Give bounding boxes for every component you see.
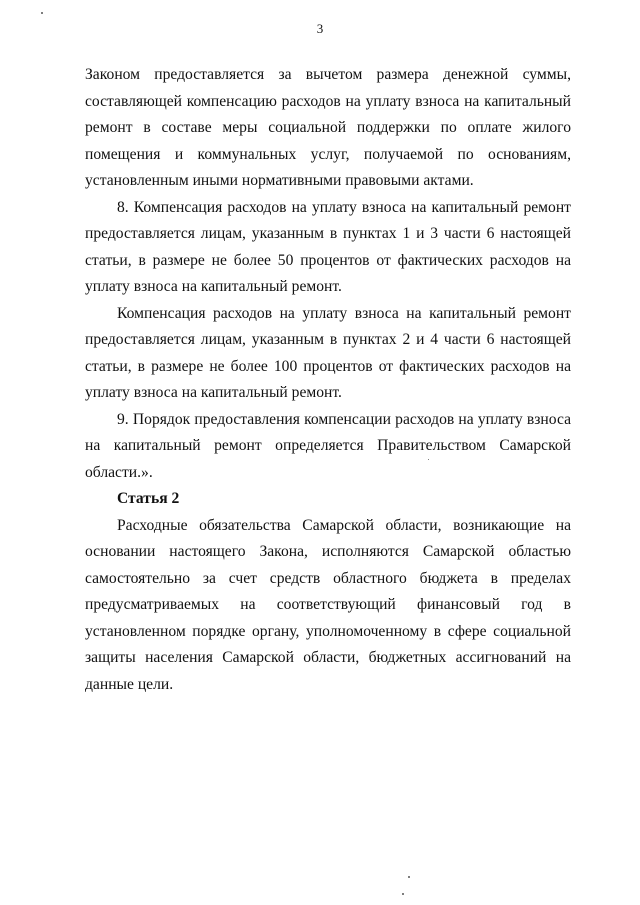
paragraph-item-8: 8. Компенсация расходов на уплату взноса на капитальный ремонт предоставляется лицам, указанным в пунктах 1 и 3 части 6 настоящей статьи, в размере не более 50 процентов от фактических расходов на уплату взноса на капитальный ремонт. xyxy=(85,198,571,295)
scan-speck xyxy=(41,12,43,14)
scan-speck xyxy=(408,876,410,878)
paragraph-continuation: Законом предоставляется за вычетом размера денежной суммы, составляющей компенсацию расходов на уплату взноса на капитальный ремонт в составе меры социальной поддержки по оплате жилого помещения и коммунальных услуг, получаемой по основаниям, установленным иными нормативными правовыми актами. xyxy=(85,66,571,189)
scan-speck xyxy=(402,893,404,895)
page-number: 3 xyxy=(316,21,324,36)
scan-speck xyxy=(428,459,429,460)
document-body xyxy=(85,62,571,698)
article-heading: Статья 2 xyxy=(117,490,180,507)
paragraph-compensation-100: Компенсация расходов на уплату взноса на капитальный ремонт предоставляется лицам, указанным в пунктах 2 и 4 части 6 настоящей статьи, в размере не более 100 процентов от фактических расходов на уплату взноса на капитальный ремонт. xyxy=(85,304,571,401)
paragraph-article-2: Расходные обязательства Самарской области, возникающие на основании настоящего Закона, исполняются Самарской областью самостоятельно за счет средств областного бюджета в пределах предусматриваемых на соответствующий финансовый год в установленном порядке органу, уполномоченному в сфере социальной защиты населения Самарской области, бюджетных ассигнований на данные цели. xyxy=(85,516,571,693)
paragraph-item-9: 9. Порядок предоставления компенсации расходов на уплату взноса на капитальный ремонт определяется Правительством Самарской области.». xyxy=(85,410,571,481)
